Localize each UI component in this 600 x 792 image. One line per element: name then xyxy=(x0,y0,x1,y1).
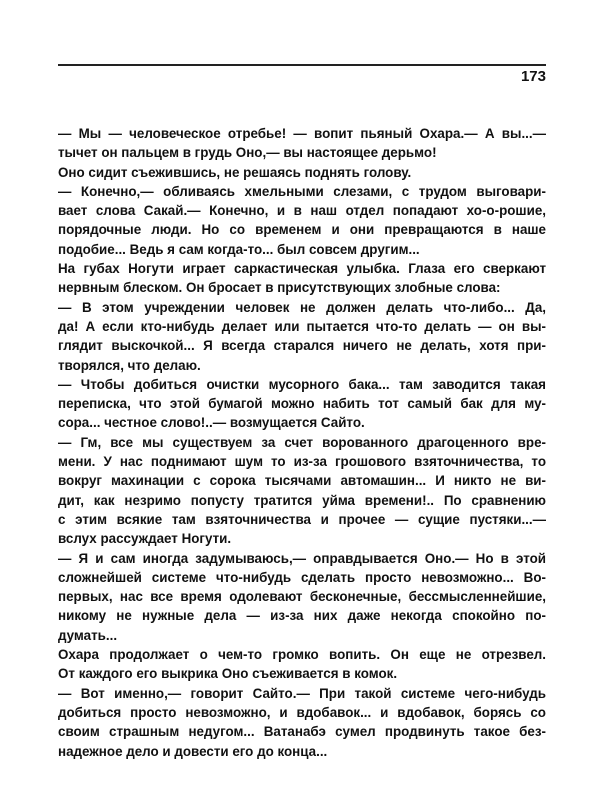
body-text xyxy=(58,124,546,761)
text-line: с этим всякие там взяточничества и прочее — сущие пустяки...— xyxy=(58,511,546,527)
text-line: дит, как незримо попусту тратится уйма времени!.. По сравнению xyxy=(58,492,546,508)
text-line: вает слова Сакай.— Конечно, и в наш отдел попадают хо-о-рошие, xyxy=(58,203,546,219)
text-line: — Я и сам иногда задумываюсь,— оправдывается Оно.— Но в этой xyxy=(58,550,546,566)
text-line: вокруг махинации с сорока тысячами автомашин... И никто не ви- xyxy=(58,473,546,489)
text-line: порядочные люди. Но со временем и они превращаются в наше xyxy=(58,222,546,238)
paragraph xyxy=(58,375,546,433)
text-line: — Чтобы добиться очистки мусорного бака... там заводится такая xyxy=(58,376,546,392)
text-line: — Гм, все мы существуем за счет ворованного драгоценного вре- xyxy=(58,434,546,450)
text-line: Охара продолжает о чем-то громко вопить. Он еще не отрезвел. xyxy=(58,647,546,663)
text-line: творялся, что делаю. xyxy=(58,357,201,373)
text-line: глядит выскочкой... Я всегда старался ничего не делать, хотя при- xyxy=(58,338,546,354)
paragraph xyxy=(58,124,546,163)
paragraph xyxy=(58,259,546,298)
paragraph xyxy=(58,645,546,684)
text-line: подобие... Ведь я сам когда-то... был совсем другим... xyxy=(58,241,420,257)
page-number: 173 xyxy=(520,68,546,85)
paragraph xyxy=(58,298,546,375)
text-line: — Конечно,— обливаясь хмельными слезами, с трудом выговари- xyxy=(58,183,546,199)
text-line: нервным блеском. Он бросает в присутствующих злобные слова: xyxy=(58,280,501,296)
text-line: На губах Ногути играет саркастическая улыбка. Глаза его сверкают xyxy=(58,261,546,277)
paragraph xyxy=(58,433,546,549)
text-line: да! А если кто-нибудь делает или пытается что-то делать — он вы- xyxy=(58,318,546,334)
paragraph xyxy=(58,163,546,182)
paragraph xyxy=(58,549,546,645)
text-line: сора... честное слово!..— возмущается Сайто. xyxy=(58,415,365,431)
text-line: — Мы — человеческое отребье! — вопит пьяный Охара.— А вы...— xyxy=(58,126,546,141)
text-line: переписка, что этой бумагой можно набить тот самый бак для му- xyxy=(58,396,546,412)
text-line: думать... xyxy=(58,627,118,643)
header-rule xyxy=(58,64,546,66)
paragraph xyxy=(58,182,546,259)
text-line: добиться просто невозможно, и вдобавок... и вдобавок, борясь со xyxy=(58,704,546,720)
text-line: первых, нас все время одолевают бесконечные, бессмысленнейшие, xyxy=(58,589,546,605)
text-line: — Вот именно,— говорит Сайто.— При такой системе чего-нибудь xyxy=(58,685,546,701)
text-line: надежное дело и довести его до конца... xyxy=(58,743,328,759)
text-line: своим страшным недугом... Ватанабэ сумел продвинуть такое без- xyxy=(58,724,546,740)
text-line: мени. У нас поднимают шум то из-за грошового взяточничества, то xyxy=(58,454,546,470)
text-line: тычет он пальцем в грудь Оно,— вы настоящее дерьмо! xyxy=(58,145,437,161)
text-line: вслух рассуждает Ногути. xyxy=(58,531,232,547)
text-line: сложнейшей системе что-нибудь сделать просто невозможно... Во- xyxy=(58,569,546,585)
text-line: — В этом учреждении человек не должен делать что-либо... Да, xyxy=(58,299,546,315)
paragraph xyxy=(58,684,546,761)
text-line: От каждого его выкрика Оно съеживается в комок. xyxy=(58,666,398,682)
text-line: никому не нужные дела — из-за них даже некогда спокойно по- xyxy=(58,608,546,624)
text-line: Оно сидит съежившись, не решаясь поднять голову. xyxy=(58,164,412,180)
